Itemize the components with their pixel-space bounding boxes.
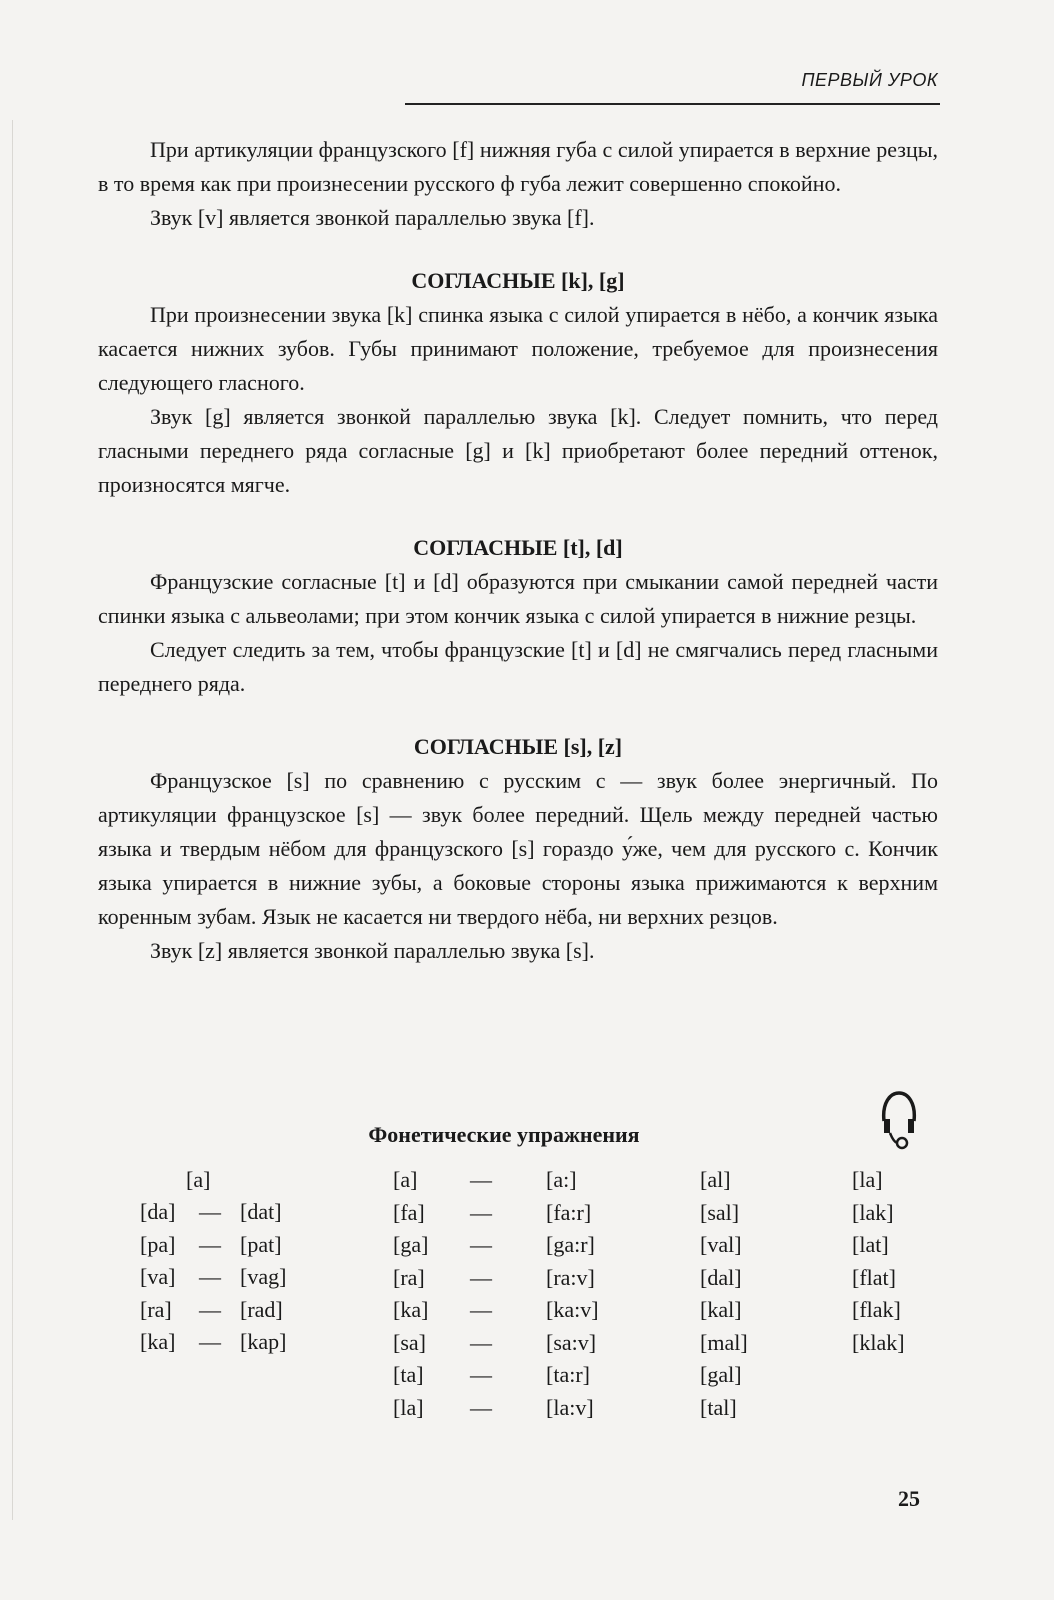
- list-item: [sal]: [700, 1199, 740, 1225]
- list-item: [a]: [393, 1167, 418, 1192]
- list-item: [val]: [700, 1232, 742, 1257]
- list-item: [al]: [700, 1167, 731, 1192]
- list-item: [lak]: [852, 1199, 894, 1225]
- col2-right: [546, 1164, 599, 1424]
- main-text: [98, 133, 938, 968]
- list-item: [ra:v]: [546, 1264, 595, 1290]
- dash: —: [470, 1199, 492, 1225]
- col2-left: [393, 1164, 428, 1424]
- dash: —: [199, 1296, 221, 1322]
- list-item: [a:]: [546, 1167, 577, 1192]
- col1-right: [240, 1196, 286, 1359]
- list-item: [pat]: [240, 1231, 282, 1257]
- dash: —: [199, 1264, 221, 1289]
- dash: —: [470, 1362, 492, 1387]
- list-item: [ka]: [393, 1297, 429, 1322]
- dash: —: [199, 1231, 221, 1257]
- paragraph: При артикуляции французского [f] нижняя губа с силой упирается в верхние резцы, в то время как при произнесении русского ф губа лежит совершенно спокойно.: [98, 137, 938, 196]
- list-item: [ka:v]: [546, 1297, 599, 1322]
- dash: —: [470, 1297, 492, 1322]
- col4: [852, 1164, 905, 1359]
- list-item: [ga:r]: [546, 1232, 595, 1257]
- section-heading-sz: СОГЛАСНЫЕ [s], [z]: [413, 734, 623, 759]
- header-rule: [405, 103, 940, 105]
- list-item: [ta:r]: [546, 1362, 590, 1387]
- dash: —: [199, 1329, 221, 1354]
- paragraph: Французское [s] по сравнению с русским с — звук более энергичный. По артикуляции французское [s] — звук более передний. Щель между передней частью языка и твердым нёбом для французского [s] гораздо у́же, чем для русского с. Кончик языка упирается в нижние зубы, а боковые стороны языка прижимаются к верхним коренным зубам. Язык не касается ни твердого нёба, ни верхних резцов.: [98, 768, 938, 929]
- list-item: [mal]: [700, 1329, 748, 1355]
- list-item: [la:v]: [546, 1394, 594, 1420]
- paragraph: Звук [v] является звонкой параллелью звука [f].: [150, 205, 595, 230]
- list-item: [la]: [852, 1167, 883, 1192]
- dash: —: [470, 1232, 492, 1257]
- list-item: [tal]: [700, 1394, 737, 1420]
- list-item: [gal]: [700, 1362, 742, 1387]
- paragraph: Французские согласные [t] и [d] образуются при смыкании самой передней части спинки языка с альвеолами; при этом кончик языка с силой упирается в нижние резцы.: [98, 569, 938, 628]
- section-heading-td: СОГЛАСНЫЕ [t], [d]: [413, 535, 623, 560]
- dash: —: [470, 1394, 492, 1420]
- col3: [700, 1164, 748, 1424]
- list-item: [fa]: [393, 1199, 425, 1225]
- list-item: [rad]: [240, 1296, 283, 1322]
- list-item: [kal]: [700, 1297, 742, 1322]
- paragraph: При произнесении звука [k] спинка языка с силой упирается в нёбо, а кончик языка касается нижних зубов. Губы принимают положение, требуемое для произнесения следующего гласного.: [98, 302, 938, 395]
- list-item: [vag]: [240, 1264, 287, 1289]
- list-item: [ka]: [140, 1329, 176, 1354]
- list-item: [ra]: [140, 1296, 172, 1322]
- list-item: [sa]: [393, 1329, 426, 1355]
- dash: —: [470, 1264, 492, 1290]
- exercises-title: Фонетические упражнения: [368, 1122, 640, 1147]
- list-item: [ta]: [393, 1362, 424, 1387]
- dash: —: [470, 1329, 492, 1355]
- dash: —: [470, 1167, 492, 1192]
- running-header: ПЕРВЫЙ УРОК: [801, 70, 938, 90]
- col2-dash: [470, 1164, 492, 1424]
- list-item: [ra]: [393, 1264, 425, 1290]
- list-item: [klak]: [852, 1329, 905, 1355]
- list-item: [flak]: [852, 1297, 901, 1322]
- list-item: [ga]: [393, 1232, 429, 1257]
- list-item: [dat]: [240, 1199, 282, 1224]
- list-item: [va]: [140, 1264, 176, 1289]
- list-item: [pa]: [140, 1231, 176, 1257]
- paragraph: Следует следить за тем, чтобы французские [t] и [d] не смягчались перед гласными переднего ряда.: [98, 637, 938, 696]
- section-heading-kg: СОГЛАСНЫЕ [k], [g]: [411, 268, 625, 293]
- list-item: [lat]: [852, 1232, 889, 1257]
- col1-dash: [199, 1196, 221, 1359]
- list-item: [da]: [140, 1199, 176, 1224]
- page-edge: [12, 120, 13, 1520]
- list-item: [flat]: [852, 1264, 896, 1290]
- dash: —: [199, 1199, 221, 1224]
- col1-left: [140, 1196, 175, 1359]
- list-item: [fa:r]: [546, 1199, 592, 1225]
- paragraph: Звук [z] является звонкой параллелью звука [s].: [150, 938, 595, 963]
- paragraph: Звук [g] является звонкой параллелью звука [k]. Следует помнить, что перед гласными переднего ряда согласные [g] и [k] приобретают более передний оттенок, произносятся мягче.: [98, 404, 938, 497]
- list-item: [dal]: [700, 1264, 742, 1290]
- list-item: [la]: [393, 1394, 424, 1420]
- page-number: 25: [898, 1486, 920, 1511]
- list-item: [sa:v]: [546, 1329, 597, 1355]
- list-item: [kap]: [240, 1329, 287, 1354]
- col1-header: [a]: [186, 1167, 211, 1192]
